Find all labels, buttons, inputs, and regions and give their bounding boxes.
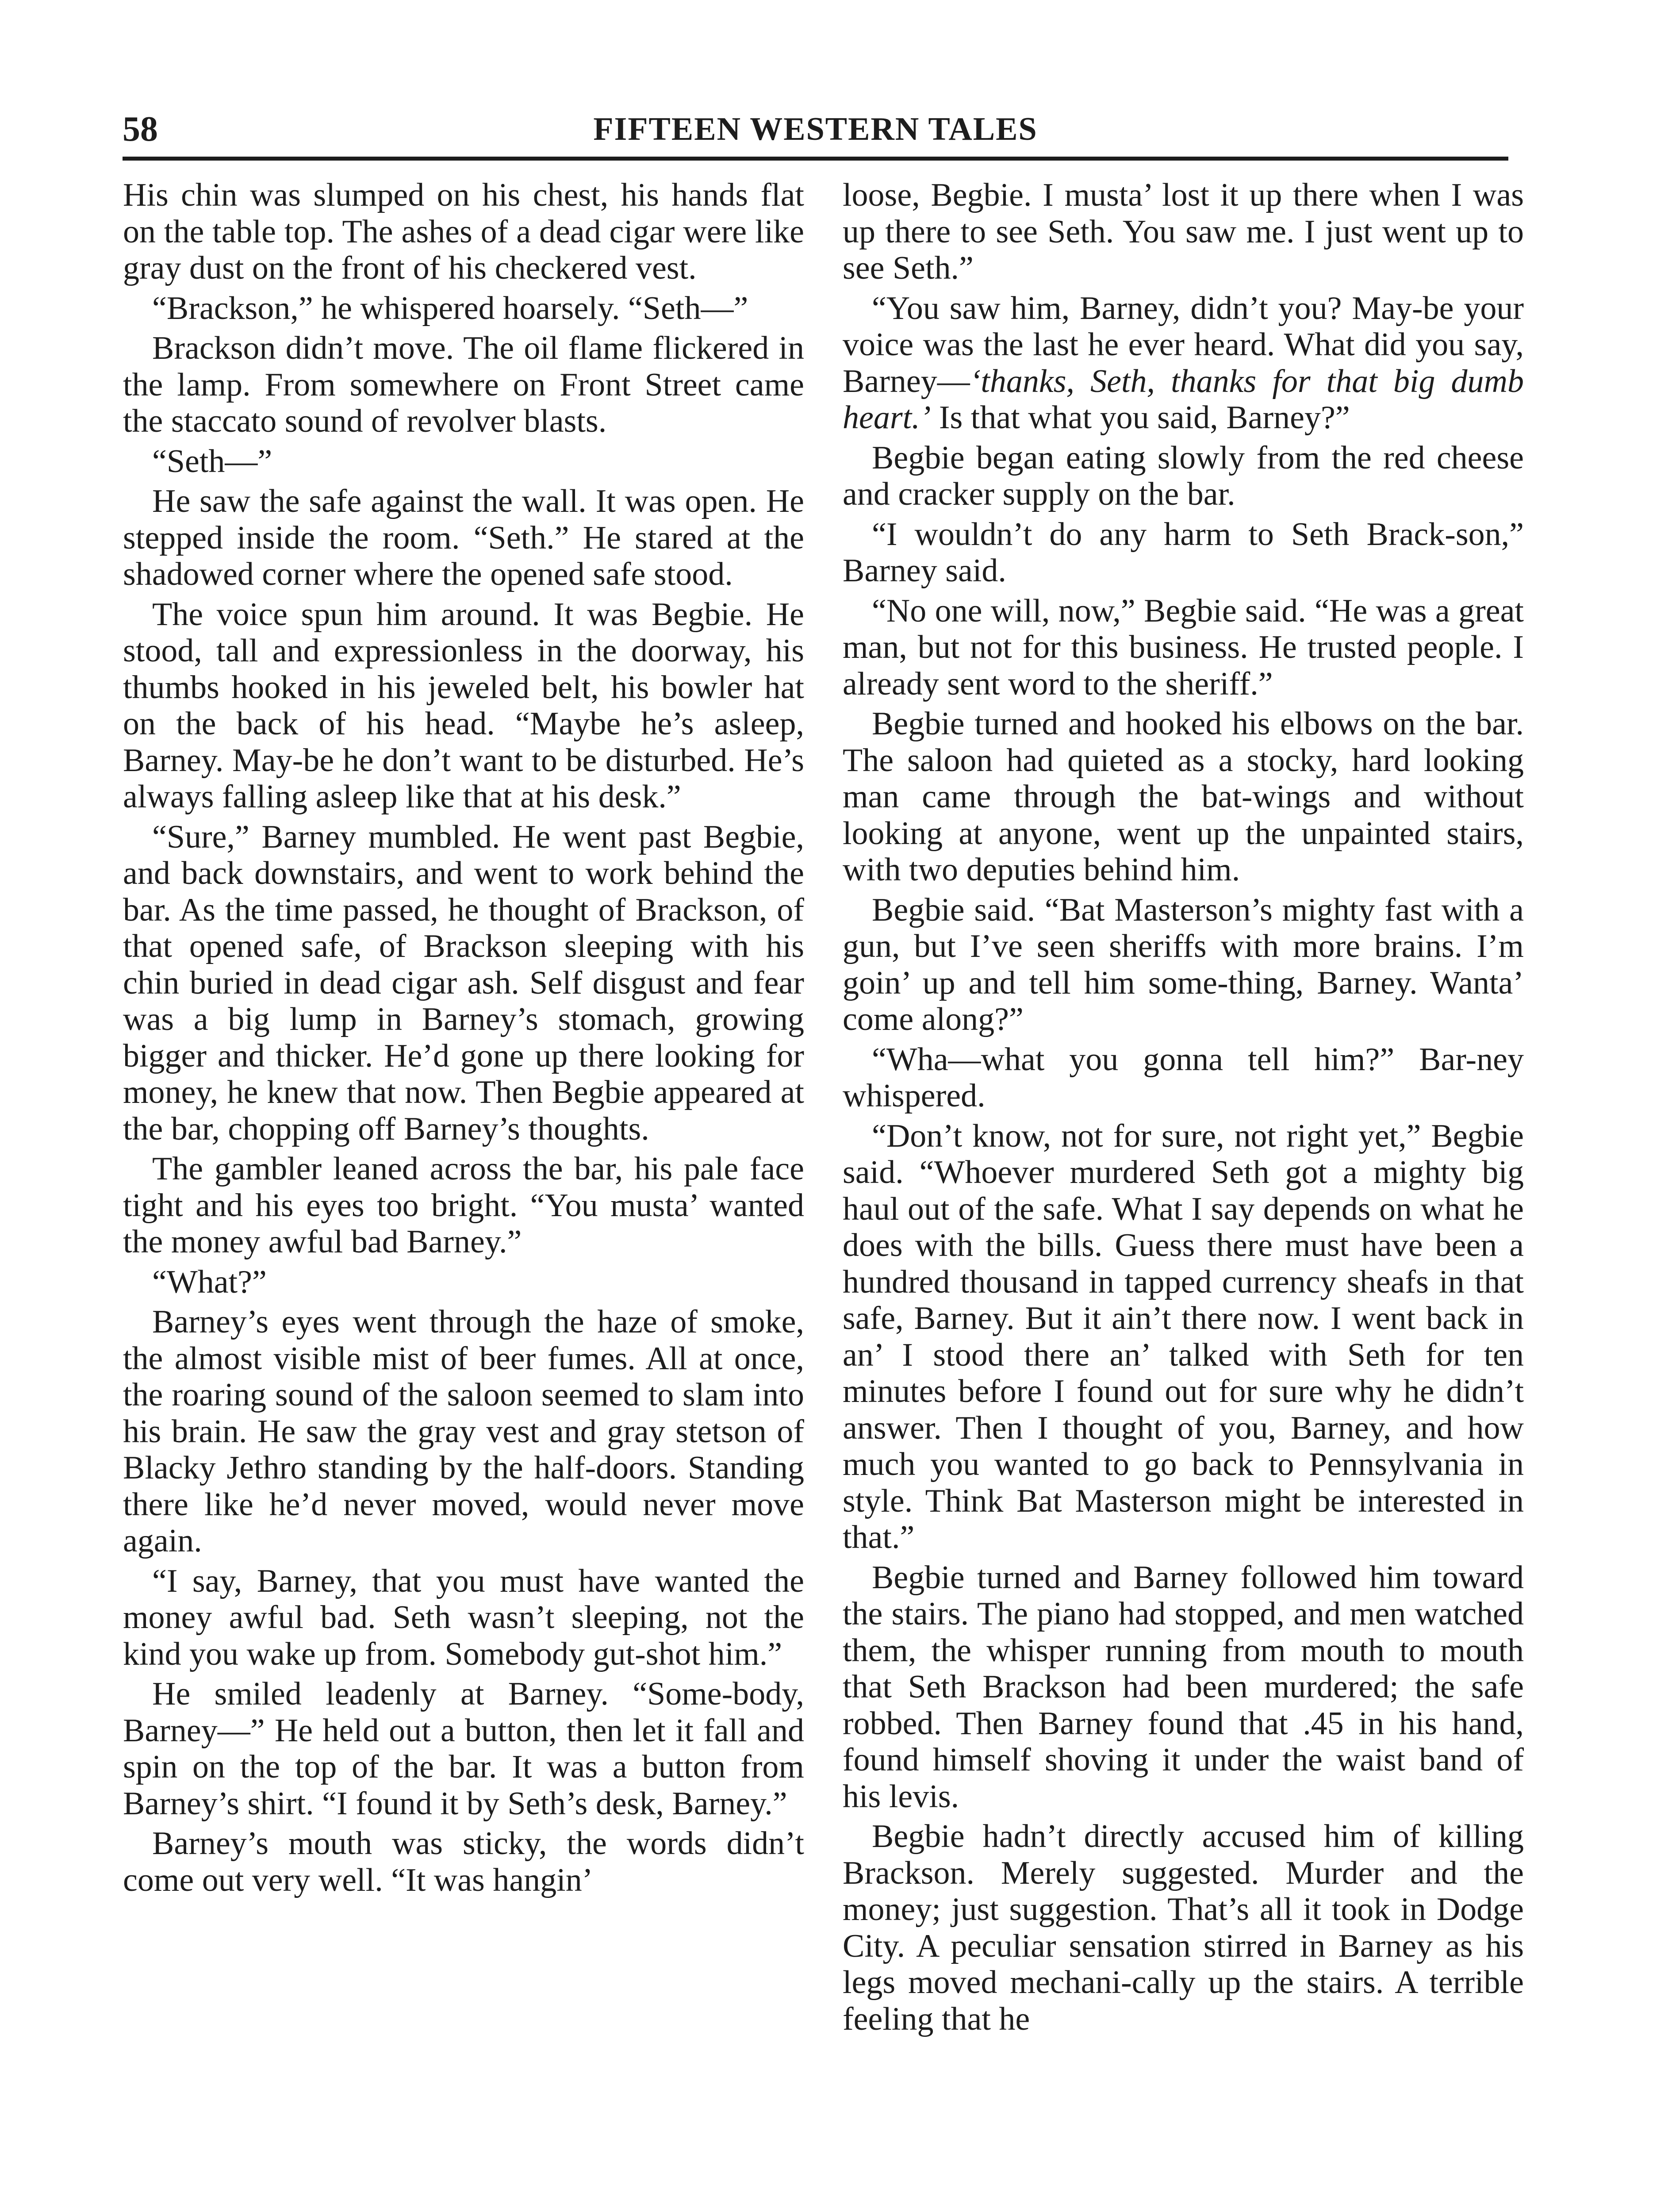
paragraph: He smiled leadenly at Barney. “Some-body, Barney—” He held out a button, then let it fall and spin on the top of the bar. It was a button from Barney’s shirt. “I found it by Seth’s desk, Barney.” [123,1676,804,1822]
paragraph: “Brackson,” he whispered hoarsely. “Seth—” [152,290,748,326]
paragraph: Begbie hadn’t directly accused him of killing Brackson. Merely suggested. Murder and the money; just suggestion. That’s all it took in Dodge City. A peculiar sensation stirred in Barney as his legs moved mechani-cally up the stairs. A terrible feeling that he [843,1818,1524,2037]
paragraph: “I say, Barney, that you must have wanted the money awful bad. Seth wasn’t sleeping, not the kind you wake up from. Somebody gut-shot him.” [123,1563,804,1672]
paragraph: “Wha—what you gonna tell him?” Bar-ney whispered. [843,1041,1524,1114]
paragraph: “I wouldn’t do any harm to Seth Brack-son,” Barney said. [843,516,1524,589]
page-header [123,103,1508,156]
right-text-column [843,177,1524,2212]
paragraph: Begbie began eating slowly from the red cheese and cracker supply on the bar. [843,439,1524,512]
paragraph: loose, Begbie. I musta’ lost it up there when I was up there to see Seth. You saw me. I just went up to see Seth.” [843,177,1524,286]
paragraph: “No one will, now,” Begbie said. “He was a great man, but not for this business. He trusted people. I already sent word to the sheriff.” [843,592,1524,702]
italic-quote: ‘thanks, Seth, thanks for that big dumb heart.’ [843,363,1524,436]
paragraph: “Don’t know, not for sure, not right yet,” Begbie said. “Whoever murdered Seth got a mighty big haul out of the safe. What I say depends on what he does with the bills. Guess there must have been a hundred thousand in tapped currency sheafs in that safe, Barney. But it ain’t there now. I went back in an’ I stood there an’ talked with Seth for ten minutes before I found out for sure why he didn’t answer. Then I thought of you, Barney, and how much you wanted to go back to Pennsylvania in style. Think Bat Masterson might be interested in that.” [843,1118,1524,1555]
page-number: 58 [123,110,158,149]
paragraph: Begbie said. “Bat Masterson’s mighty fast with a gun, but I’ve seen sheriffs with more brains. I’m goin’ up and tell him some-thing, Barney. Wanta’ come along?” [843,891,1524,1037]
paragraph: Begbie turned and Barney followed him toward the stairs. The piano had stopped, and men watched them, the whisper running from mouth to mouth that Seth Brackson had been murdered; the safe robbed. Then Barney found that .45 in his hand, found himself shoving it under the waist band of his levis. [843,1559,1524,1815]
header-rule [123,157,1508,161]
paragraph-with-italics [843,290,1524,436]
paragraph: Barney’s mouth was sticky, the words didn’t come out very well. “It was hangin’ [123,1825,804,1898]
paragraph: The gambler leaned across the bar, his pale face tight and his eyes too bright. “You musta’ wanted the money awful bad Barney.” [123,1151,804,1260]
paragraph: He saw the safe against the wall. It was open. He stepped inside the room. “Seth.” He stared at the shadowed corner where the opened safe stood. [123,483,804,592]
paragraph: Brackson didn’t move. The oil flame flickered in the lamp. From somewhere on Front Street came the staccato sound of revolver blasts. [123,330,804,439]
running-title: FIFTEEN WESTERN TALES [593,111,1038,147]
paragraph: Barney’s eyes went through the haze of smoke, the almost visible mist of beer fumes. All at once, the roaring sound of the saloon seemed to slam into his brain. He saw the gray vest and gray stetson of Blacky Jethro standing by the half-doors. Standing there like he’d never moved, would never move again. [123,1304,804,1559]
paragraph: His chin was slumped on his chest, his hands flat on the table top. The ashes of a dead cigar were like gray dust on the front of his checkered vest. [123,177,804,286]
paragraph: The voice spun him around. It was Begbie. He stood, tall and expressionless in the doorway, his thumbs hooked in his jeweled belt, his bowler hat on the back of his head. “Maybe he’s asleep, Barney. May-be he don’t want to be disturbed. He’s always falling asleep like that at his desk.” [123,596,804,815]
paragraph: “What?” [152,1263,267,1300]
paragraph: “Seth—” [152,443,272,480]
left-text-column [123,177,804,2212]
paragraph-text: Is that what you said, Barney?” [931,399,1350,436]
paragraph: “Sure,” Barney mumbled. He went past Begbie, and back downstairs, and went to work behind the bar. As the time passed, he thought of Brackson, of that opened safe, of Brackson sleeping with his chin buried in dead cigar ash. Self disgust and fear was a big lump in Barney’s stomach, growing bigger and thicker. He’d gone up there looking for money, he knew that now. Then Begbie appeared at the bar, chopping off Barney’s thoughts. [123,818,804,1147]
paragraph-text: “You saw him, Barney, didn’t you? May-be your voice was the last he ever heard. What did you say, Barney— [843,290,1524,399]
paragraph: Begbie turned and hooked his elbows on the bar. The saloon had quieted as a stocky, hard looking man came through the bat-wings and without looking at anyone, went up the unpainted stairs, with two deputies behind him. [843,706,1524,888]
